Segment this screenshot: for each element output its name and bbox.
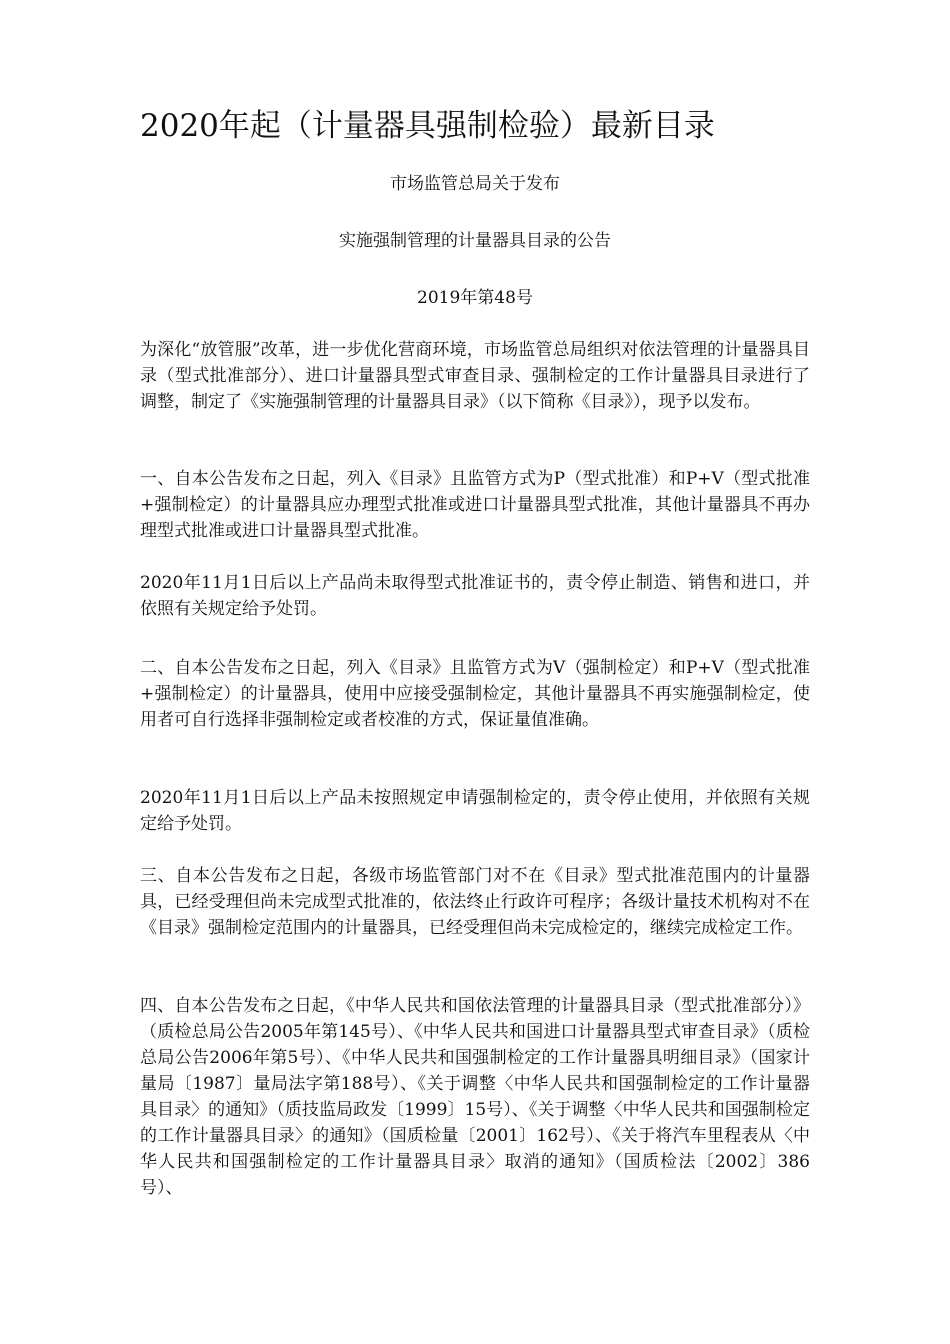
paragraph-section-2-penalty: 2020年11月1日后以上产品未按照规定申请强制检定的，责令停止使用，并依照有关规定给予处罚。 [140,788,810,834]
paragraph-intro: 为深化“放管服”改革，进一步优化营商环境，市场监管总局组织对依法管理的计量器具目录（型式批准部分）、进口计量器具型式审查目录、强制检定的工作计量器具目录进行了调整，制定了《实施强制管理的计量器具目录》（以下简称《目录》），现予以发布。 [140,340,810,412]
paragraph-section-2: 二、自本公告发布之日起，列入《目录》且监管方式为V（强制检定）和P+V（型式批准+强制检定）的计量器具，使用中应接受强制检定，其他计量器具不再实施强制检定，使用者可自行选择非强制检定或者校准的方式，保证量值准确。 [140,658,810,730]
paragraph-section-1-penalty: 2020年11月1日后以上产品尚未取得型式批准证书的，责令停止制造、销售和进口，并依照有关规定给予处罚。 [140,573,810,619]
paragraph-section-1: 一、自本公告发布之日起，列入《目录》且监管方式为P（型式批准）和P+V（型式批准+强制检定）的计量器具应办理型式批准或进口计量器具型式批准，其他计量器具不再办理型式批准或进口计量器具型式批准。 [140,469,810,541]
notice-number: 2019年第48号 [417,288,533,308]
paragraph-section-3: 三、自本公告发布之日起，各级市场监管部门对不在《目录》型式批准范围内的计量器具，已经受理但尚未完成型式批准的，依法终止行政许可程序；各级计量技术机构对不在《目录》强制检定范围内的计量器具，已经受理但尚未完成检定的，继续完成检定工作。 [140,866,810,938]
document-title: 2020年起（计量器具强制检验）最新目录 [140,108,715,144]
announcement-heading-line-2: 实施强制管理的计量器具目录的公告 [339,231,611,251]
paragraph-section-4: 四、自本公告发布之日起，《中华人民共和国依法管理的计量器具目录（型式批准部分）》（质检总局公告2005年第145号）、《中华人民共和国进口计量器具型式审查目录》（质检总局公告2006年第5号）、《中华人民共和国强制检定的工作计量器具明细目录》（国家计量局〔1987〕量局法字第188号）、《关于调整〈中华人民共和国强制检定的工作计量器具目录〉的通知》（质技监局政发〔1999〕15号）、《关于调整〈中华人民共和国强制检定的工作计量器具目录〉的通知》（国质检量〔2001〕162号）、《关于将汽车里程表从〈中华人民共和国强制检定的工作计量器具目录〉取消的通知》（国质检法〔2002〕386号）、 [140,996,810,1198]
announcement-heading-line-1: 市场监管总局关于发布 [390,174,560,194]
